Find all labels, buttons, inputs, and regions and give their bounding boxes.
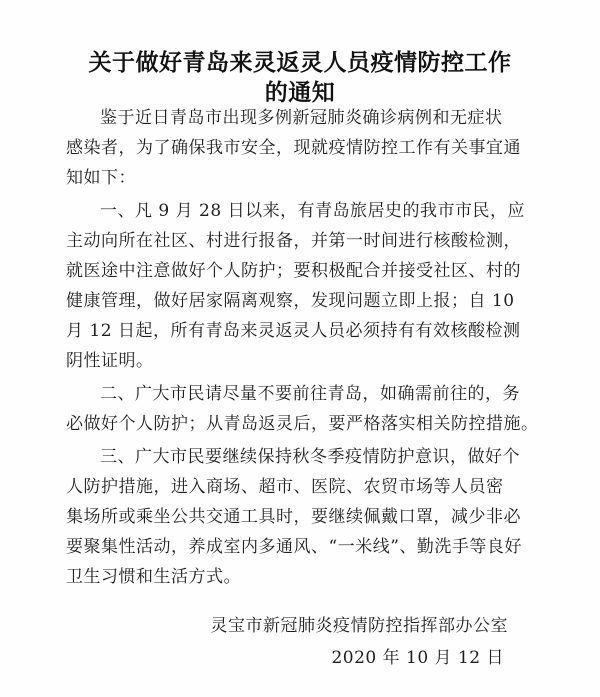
- document-title-line-2: 的通知: [264, 79, 336, 106]
- paragraph-line: 集场所或乘坐公共交通工具时，要继续佩戴口罩，减少非必: [66, 507, 521, 527]
- paragraph-line: 阴性证明。: [66, 351, 154, 371]
- paragraph-line: 鉴于近日青岛市出现多例新冠肺炎确诊病例和无症状: [100, 108, 503, 128]
- document-title-line-1: 关于做好青岛来灵返灵人员疫情防控工作: [88, 49, 512, 76]
- paragraph-line: 主动向所在社区、村进行报备，并第一时间进行核酸检测，: [66, 231, 521, 251]
- paragraph-line: 知如下：: [66, 168, 136, 188]
- paragraph-line: 三、广大市民要继续保持秋冬季疫情防护意识，做好个: [100, 447, 520, 467]
- paragraph-line: 一、凡 9 月 28 日以来，有青岛旅居史的我市市民，应: [100, 201, 526, 221]
- paragraph-line: 感染者，为了确保我市安全，现就疫情防控工作有关事宜通: [66, 138, 521, 158]
- paragraph-line: 必做好个人防护；从青岛返灵后，要严格落实相关防控措施。: [66, 414, 539, 434]
- paragraph-line: 就医途中注意做好个人防护；要积极配合并接受社区、村的: [66, 261, 521, 281]
- issuer-signature: 灵宝市新冠肺炎疫情防控指挥部办公室: [210, 616, 508, 636]
- paragraph-line: 健康管理，做好居家隔离观察，发现问题立即上报；自 10: [66, 291, 515, 311]
- paragraph-line: 月 12 日起，所有青岛来灵返灵人员必须持有有效核酸检测: [66, 321, 521, 341]
- paragraph-line: 要聚集性活动，养成室内多通风、“一米线”、勤洗手等良好: [66, 537, 522, 557]
- issue-date: 2020 年 10 月 12 日: [331, 648, 504, 668]
- paragraph-line: 卫生习惯和生活方式。: [66, 567, 241, 587]
- paragraph-line: 人防护措施，进入商场、超市、医院、农贸市场等人员密: [66, 477, 504, 497]
- paragraph-line: 二、广大市民请尽量不要前往青岛，如确需前往的，务: [100, 384, 520, 404]
